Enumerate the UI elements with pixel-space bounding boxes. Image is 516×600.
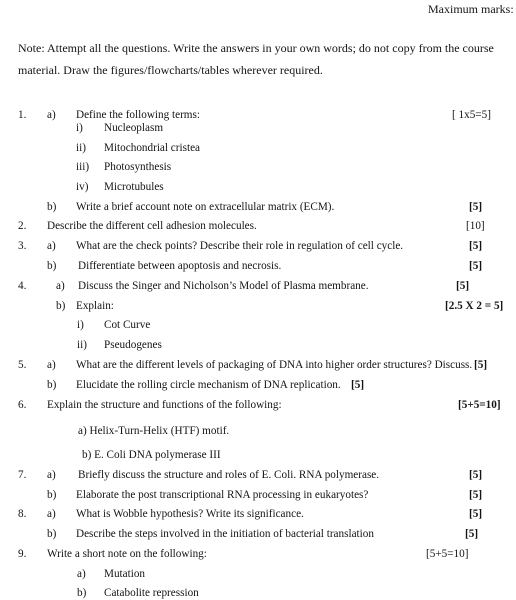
q2-marks: [10] (466, 220, 485, 232)
q7b-label: b) (47, 489, 57, 501)
q3a-label: a) (47, 240, 56, 252)
q5-number: 5. (18, 359, 27, 371)
q4a-marks: [5] (456, 280, 470, 292)
q8a-text: What is Wobble hypothesis? Write its significance. (76, 508, 304, 520)
q1b-label: b) (47, 201, 57, 213)
q8b-label: b) (47, 528, 57, 540)
q3a-marks: [5] (469, 240, 483, 252)
q6-item-b: b) E. Coli DNA polymerase III (82, 449, 221, 461)
q7b-text: Elaborate the post transcriptional RNA processing in eukaryotes? (76, 489, 369, 501)
q1-term-text: Photosynthesis (104, 161, 172, 173)
q6-item-a: a) Helix-Turn-Helix (HTF) motif. (78, 425, 230, 437)
q1-term-label: ii) (76, 142, 86, 154)
q3b-marks: [5] (469, 260, 483, 272)
q1-term-text: Mitochondrial cristea (104, 142, 200, 154)
q3b-label: b) (47, 260, 57, 272)
q3a-text: What are the check points? Describe their role in regulation of cell cycle. (76, 240, 404, 252)
q3-number: 3. (18, 240, 27, 252)
q6-marks: [5+5=10] (458, 399, 501, 411)
q4a-text: Discuss the Singer and Nicholson’s Model of Plasma membrane. (78, 280, 369, 292)
q1b-text: Write a brief account note on extracellular matrix (ECM). (76, 201, 335, 213)
q8-number: 8. (18, 508, 27, 520)
q4b-marks: [2.5 X 2 = 5] (445, 300, 504, 312)
q4b-text: Explain: (76, 300, 114, 312)
q4a-label: a) (56, 280, 65, 292)
q9-number: 9. (18, 548, 27, 560)
q5a-text: What are the different levels of packaging of DNA into higher order structures? Discuss. (76, 359, 473, 371)
q4-item-label: i) (77, 319, 84, 331)
q4-item-text: Pseudogenes (104, 339, 162, 351)
q8a-marks: [5] (469, 508, 483, 520)
q7a-label: a) (47, 469, 56, 481)
q7a-marks: [5] (469, 469, 483, 481)
q9-item-text: Catabolite repression (104, 587, 199, 599)
q1-term-label: iii) (76, 161, 90, 173)
q6-number: 6. (18, 399, 27, 411)
maximum-marks-label: Maximum marks: (428, 2, 514, 16)
q8a-label: a) (47, 508, 56, 520)
q1a-label: a) (47, 109, 56, 121)
note-line-2: material. Draw the figures/flowcharts/tables wherever required. (18, 63, 323, 77)
q4-item-label: ii) (77, 339, 87, 351)
q1a-marks: [ 1x5=5] (452, 109, 491, 121)
q5b-label: b) (47, 379, 57, 391)
q3b-text: Differentiate between apoptosis and necrosis. (78, 260, 282, 272)
q5a-marks: [5] (474, 359, 488, 371)
q9-item-text: Mutation (104, 568, 146, 580)
q9-item-label: a) (77, 568, 86, 580)
q6-text: Explain the structure and functions of the following: (47, 399, 282, 411)
q9-text: Write a short note on the following: (47, 548, 207, 560)
q1-term-text: Microtubules (104, 181, 164, 193)
q7-number: 7. (18, 469, 27, 481)
q9-marks: [5+5=10] (426, 548, 469, 560)
q4-item-text: Cot Curve (104, 319, 151, 331)
q7b-marks: [5] (469, 489, 483, 501)
q5a-label: a) (47, 359, 56, 371)
q8b-text: Describe the steps involved in the initiation of bacterial translation (76, 528, 374, 540)
q4-number: 4. (18, 280, 27, 292)
q1b-marks: [5] (469, 201, 483, 213)
q1-term-label: iv) (76, 181, 89, 193)
q5b-marks: [5] (351, 379, 365, 391)
q1a-text: Define the following terms: (76, 109, 200, 121)
q8b-marks: [5] (465, 528, 479, 540)
q5b-text: Elucidate the rolling circle mechanism of DNA replication. (76, 379, 341, 391)
q7a-text: Briefly discuss the structure and roles of E. Coli. RNA polymerase. (78, 469, 380, 481)
note-line-1: Note: Attempt all the questions. Write the answers in your own words; do not copy from the course (18, 41, 494, 55)
q1-term-label: i) (76, 122, 83, 134)
q1-number: 1. (18, 109, 27, 121)
q1-term-text: Nucleoplasm (104, 122, 164, 134)
q4b-label: b) (56, 300, 66, 312)
q2-number: 2. (18, 220, 27, 232)
q9-item-label: b) (77, 587, 87, 599)
q2-text: Describe the different cell adhesion molecules. (47, 220, 257, 232)
